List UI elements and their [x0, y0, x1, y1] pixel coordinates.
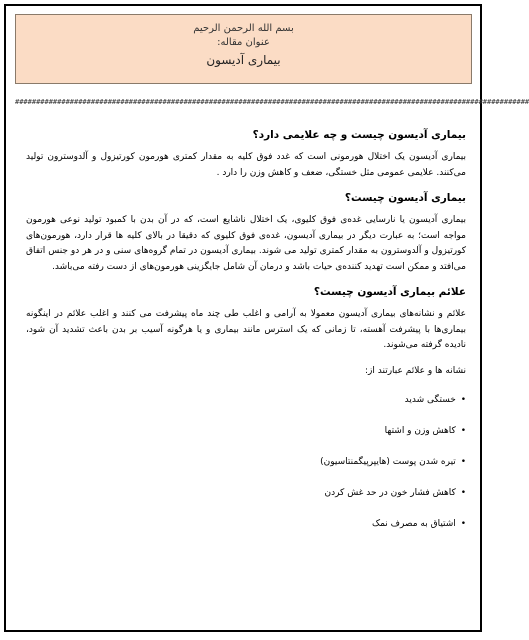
- section-paragraph: بیماری آدیسون یک اختلال هورمونی است که غدد فوق کلیه به مقدار کمتری هورمون کورتیزول و آلدوسترون تولید می‌کنند. علایمی عمومی مثل خستگی، ضعف و کاهش وزن را دارد .: [26, 152, 466, 178]
- bullet-icon: •: [460, 395, 466, 405]
- section-what-and-symptoms: [26, 128, 466, 181]
- list-item-text: کاهش وزن و اشتها: [384, 426, 456, 436]
- symptom-list: [26, 393, 466, 531]
- list-item: [26, 393, 466, 407]
- list-item-text: کاهش فشار خون در حد غش کردن: [324, 488, 456, 498]
- list-item-text: خستگی شدید: [404, 395, 456, 405]
- section-what-is: [26, 191, 466, 275]
- section-heading: علائم بیماری آدیسون چیست؟: [313, 286, 466, 298]
- list-item: [26, 424, 466, 438]
- bullet-icon: •: [460, 488, 466, 498]
- list-item: [26, 486, 466, 500]
- list-item: [26, 517, 466, 531]
- bullet-icon: •: [460, 519, 466, 529]
- list-intro: نشانه ها و علائم عبارتند از:: [365, 365, 466, 376]
- hash-divider: ##########################################################################################################################: [15, 98, 529, 106]
- section-symptoms: [26, 285, 466, 531]
- section-paragraph: بیماری آدیسون یا نارسایی غده‌ی فوق کلیوی، یک اختلال ناشایع است، که در آن بدن با کمبود تولید نوعی هورمون مواجه است؛ به عبارت دیگر در بیماری آدیسون، غده‌ی فوق کلیوی که دقیقا در بالای کلیه ها قرار دارد، هورمون‌های کورتیزول و آلدوسترون به مقدار کمتری تولید می شوند. بیماری آدیسون در تمام گروه‌های سنی و در هر دو جنس اتفاق می‌افتد و ممکن است تهدید کننده‌ی حیات باشد و درمان آن شامل جایگزینی هورمون‌های از دست رفته می‌باشد.: [26, 215, 466, 272]
- title-box: [15, 14, 472, 84]
- article-label: عنوان مقاله:: [217, 37, 270, 48]
- section-paragraph: علائم و نشانه‌های بیماری آدیسون معمولا به آرامی و اغلب طی چند ماه پیشرفت می کنند و اغلب علائم در اینگونه بیماری‌ها با پیشرفت آهسته، تا زمانی که یک استرس مانند بیماری و یا هرگونه آسیب بر بدن باعث تشدید آن شود، نادیده گرفته می‌شوند.: [26, 309, 466, 350]
- basmala: بسم الله الرحمن الرحیم: [193, 23, 294, 34]
- section-heading: بیماری آدیسون چیست و چه علایمی دارد؟: [252, 129, 466, 141]
- list-item-text: اشتیاق به مصرف نمک: [372, 519, 456, 529]
- section-heading: بیماری آدیسون چیست؟: [344, 192, 466, 204]
- article-body: [26, 128, 466, 548]
- bullet-icon: •: [460, 426, 466, 436]
- bullet-icon: •: [460, 457, 466, 467]
- article-title: بیماری آدیسون: [206, 53, 281, 67]
- list-item-text: تیره شدن پوست (هایپرپیگمنتاسیون): [320, 457, 456, 467]
- list-item: [26, 455, 466, 469]
